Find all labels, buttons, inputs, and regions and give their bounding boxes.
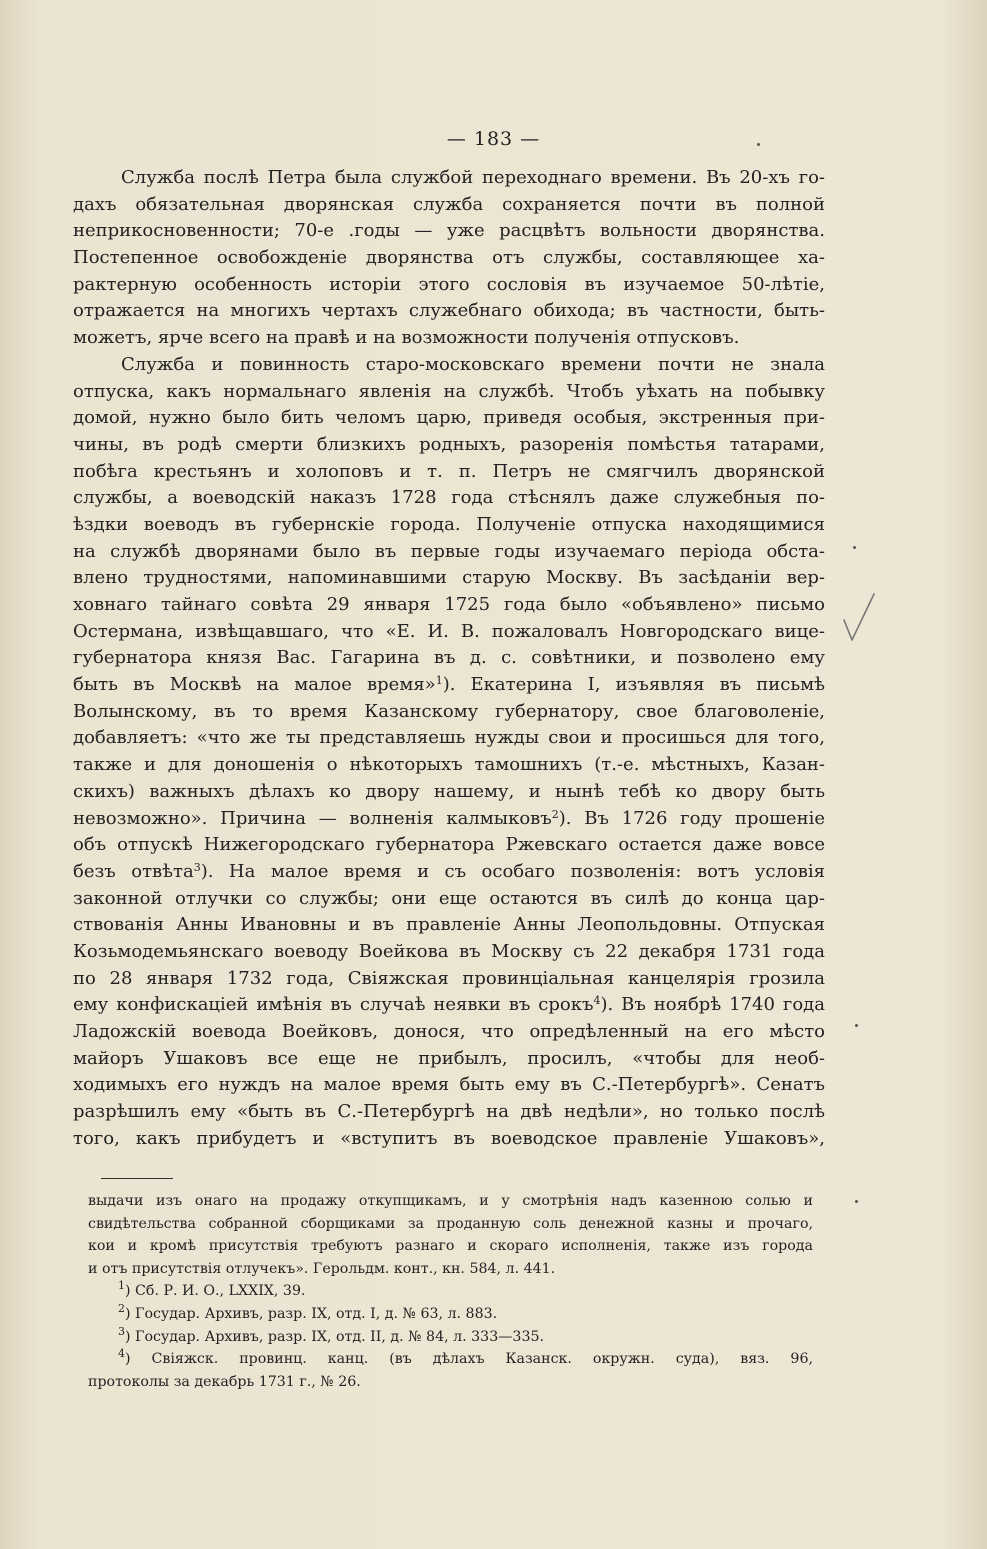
body-text [73,165,825,1152]
pencil-checkmark-icon [840,590,880,650]
footnote-line: свидѣтельства собранной сборщиками за проданную соль денежной казны и прочаго, [88,1215,813,1232]
body-line: дахъ обязательная дворянская служба сохраняется почти въ полной [73,193,825,215]
footnote-1 [88,1280,813,1303]
footnotes [88,1190,813,1393]
footnote-mark: 1 [118,1280,125,1293]
body-line [73,672,825,699]
body-line [73,806,825,833]
body-line: ховнаго тайнаго совѣта 29 января 1725 года было «объявлено» письмо [73,594,825,615]
body-line-text: ). На малое время и съ особаго позволенія: вотъ условія [200,860,825,882]
body-line: майоръ Ушаковъ все еще не прибылъ, просилъ, «чтобы для необ- [73,1047,825,1069]
body-line: чины, въ родѣ смерти близкихъ родныхъ, разоренія помѣстья татарами, [73,433,825,455]
footnote-ref-4: 4 [593,994,601,1008]
body-line: Козьмодемьянскаго воеводу Воейкова въ Москву съ 22 декабря 1731 года [73,940,825,962]
body-line [73,992,825,1019]
footnote-ref-2: 2 [551,807,559,821]
body-line-text: невозможно». Причина — волненія калмыковъ [73,807,552,829]
footnote-text: ) Свіяжск. провинц. канц. (въ дѣлахъ Казанск. окружн. суда), вяз. 96, [125,1351,813,1368]
body-line: Волынскому, въ то время Казанскому губернатору, свое благоволеніе, [73,700,825,722]
body-line: неприкосновенности; 70-е .годы — уже расцвѣтъ вольности дворянства. [73,220,825,242]
body-line-text: ). Въ 1726 году прошеніе [558,807,825,829]
body-line: отпуска, какъ нормальнаго явленія на службѣ. Чтобъ уѣхать на побывку [73,380,825,402]
body-line: по 28 января 1732 года, Свіяжская провинціальная канцелярія грозила [73,967,825,989]
paper-speck [855,1200,858,1203]
body-line: рактерную особенность исторіи этого сословія въ изучаемое 50-лѣтіе, [73,273,825,295]
body-line: домой, нужно было бить челомъ царю, приведя особыя, экстренныя при- [73,407,825,429]
footnote-2 [88,1303,813,1326]
body-line: ходимыхъ его нуждъ на малое время быть ему въ С.-Петербургѣ». Сенатъ [73,1074,825,1096]
paper-speck [757,143,760,146]
footnote-ref-3: 3 [193,860,201,874]
footnote-line: кои и кромѣ присутствія требуютъ разнаго и скораго исполненія, также изъ города [88,1238,813,1255]
footnote-3 [88,1326,813,1349]
body-line: на службѣ дворянами было въ первые годы изучаемаго періода обста- [73,540,825,562]
body-line: ѣздки воеводъ въ губернскіе города. Полученіе отпуска находящимися [73,513,825,535]
body-line: службы, а воеводскій наказъ 1728 года стѣснялъ даже служебныя по- [73,487,825,509]
body-line-text: быть въ Москвѣ на малое время» [73,674,436,696]
footnote-mark: 2 [118,1302,125,1315]
body-line: Служба послѣ Петра была службой переходнаго времени. Въ 20-хъ го- [121,167,825,188]
body-line: объ отпускѣ Нижегородскаго губернатора Ржевскаго остается даже вовсе [73,834,825,856]
body-line: разрѣшилъ ему «быть въ С.-Петербургѣ на двѣ недѣли», но только послѣ [73,1101,825,1123]
body-line-text: ему конфискаціей имѣнія въ случаѣ неявки въ срокъ [73,994,594,1016]
footnote-text: ) Государ. Архивъ, разр. IX, отд. I, д. № 63, л. 883. [125,1305,498,1322]
footnote-text: ) Сб. Р. И. О., LXXIX, 39. [125,1283,306,1300]
footnote-mark: 3 [118,1325,125,1338]
footnote-mark: 4 [118,1348,125,1361]
body-line: ствованія Анны Ивановны и въ правленіе Анны Леопольдовны. Отпуская [73,914,825,936]
footnote-line: протоколы за декабрь 1731 г., № 26. [88,1373,361,1390]
body-line: того, какъ прибудетъ и «вступитъ въ воеводское правленіе Ушаковъ», [73,1127,825,1149]
body-line: Постепенное освобожденіе дворянства отъ службы, составляющее ха- [73,247,825,269]
footnote-ref-1: 1 [435,674,443,688]
footnote-text: ) Государ. Архивъ, разр. IX, отд. II, д. № 84, л. 333—335. [125,1328,545,1345]
body-line: Служба и повинность старо-московскаго времени почти не знала [121,353,825,375]
body-line-text: ). Екатерина I, изъявляя въ письмѣ [442,674,825,696]
footnote-line: выдачи изъ онаго на продажу откупщикамъ, и у смотрѣнія надъ казенною солью и [88,1193,813,1209]
body-line-text: безъ отвѣта [73,860,194,882]
body-line: влено трудностями, напоминавшими старую Москву. Въ засѣданіи вер- [73,567,825,589]
paper-speck [853,546,856,549]
body-line-text: ). Въ ноябрѣ 1740 года [600,994,825,1016]
body-line: скихъ) важныхъ дѣлахъ ко двору нашему, и нынѣ тебѣ ко двору быть [73,780,825,802]
body-line: Ладожскій воевода Воейковъ, донося, что опредѣленный на его мѣсто [73,1021,825,1042]
body-line [73,859,825,886]
body-line: отражается на многихъ чертахъ служебнаго обихода; въ частности, быть- [73,300,825,322]
footnote-separator [101,1178,173,1179]
body-line: Остермана, извѣщавшаго, что «Е. И. В. пожаловалъ Новгородскаго вице- [73,620,825,642]
body-line: побѣга крестьянъ и холоповъ и т. п. Петръ не смягчилъ дворянской [73,460,825,482]
footnote-4 [88,1348,813,1371]
body-line: также и для доношенія о нѣкоторыхъ тамошнихъ (т.-е. мѣстныхъ, Казан- [73,754,825,776]
body-line: губернатора князя Вас. Гагарина въ д. с. совѣтники, и позволено ему [73,647,825,669]
page-number: — 183 — [446,128,541,150]
footnote-line: и отъ присутствія отлучекъ». Герольдм. конт., кн. 584, л. 441. [88,1260,556,1277]
body-line: добавляетъ: «что же ты представляешь нужды свои и просишься для того, [73,727,825,749]
body-line: можетъ, ярче всего на правѣ и на возможности полученія отпусковъ. [73,327,740,349]
body-line: законной отлучки со службы; они еще остаются въ силѣ до конца цар- [73,887,825,909]
paper-speck [855,1024,858,1027]
